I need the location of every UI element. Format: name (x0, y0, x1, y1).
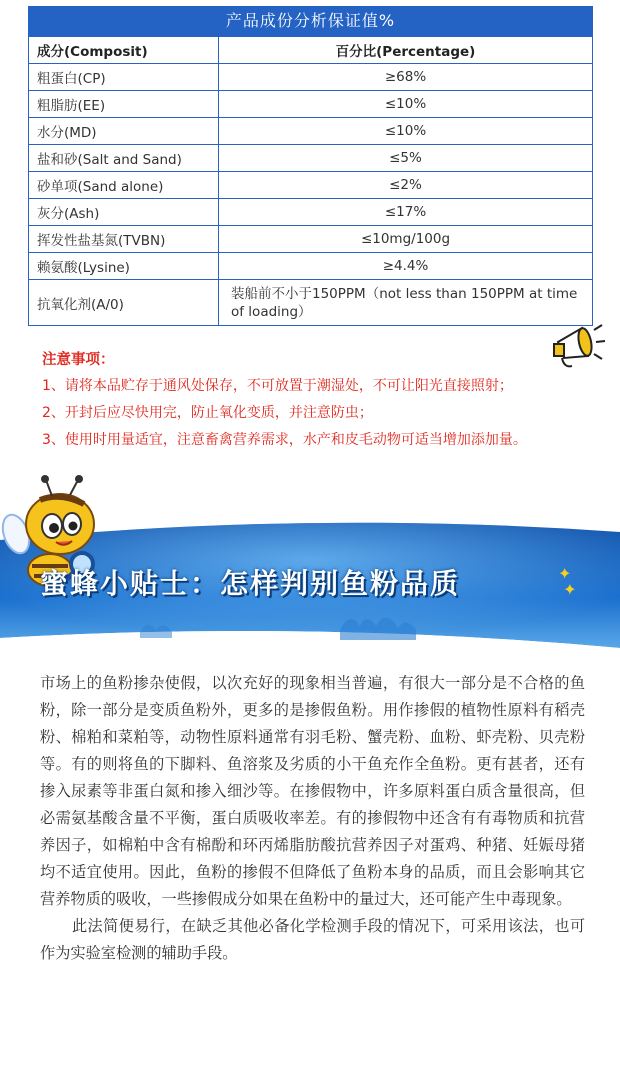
row-name: 砂单项(Sand alone) (29, 172, 219, 199)
table-row (29, 118, 593, 145)
table-row (29, 253, 593, 280)
row-name: 盐和砂(Salt and Sand) (29, 145, 219, 172)
table-title: 产品成份分析保证值% (28, 6, 593, 36)
table-row (29, 199, 593, 226)
row-value: ≥4.4% (219, 253, 593, 280)
sparkle-icon: ✦ ✦ (558, 564, 577, 599)
banner-title: 蜜蜂小贴士：怎样判别鱼粉品质 (40, 567, 461, 600)
table-row (29, 172, 593, 199)
row-value: ≥68% (219, 64, 593, 91)
table-row (29, 226, 593, 253)
article-body (40, 670, 585, 967)
row-name: 灰分(Ash) (29, 199, 219, 226)
composition-grid (28, 36, 593, 326)
row-value: ≤17% (219, 199, 593, 226)
row-name: 水分(MD) (29, 118, 219, 145)
row-value: 装船前不小于150PPM（not less than 150PPM at time of loading） (219, 280, 593, 326)
article-paragraph: 此法简便易行，在缺乏其他必备化学检测手段的情况下，可采用该法，也可作为实验室检测的辅助手段。 (40, 917, 585, 962)
row-name: 粗蛋白(CP) (29, 64, 219, 91)
row-name: 抗氧化剂(A/0) (29, 280, 219, 326)
header-percentage: 百分比(Percentage) (219, 37, 593, 64)
table-row (29, 64, 593, 91)
row-value: ≤5% (219, 145, 593, 172)
note-item: 3、使用时用量适宜，注意畜禽营养需求，水产和皮毛动物可适当增加添加量。 (42, 432, 527, 448)
row-name: 赖氨酸(Lysine) (29, 253, 219, 280)
table-header-row (29, 37, 593, 64)
row-value: ≤10mg/100g (219, 226, 593, 253)
row-name: 挥发性盐基氮(TVBN) (29, 226, 219, 253)
composition-table (28, 6, 593, 326)
notes-title: 注意事项： (42, 352, 115, 368)
row-name: 粗脂肪(EE) (29, 91, 219, 118)
notes-section (42, 348, 602, 459)
note-item: 2、开封后应尽快用完，防止氧化变质，并注意防虫； (42, 405, 373, 421)
article-paragraph: 市场上的鱼粉掺杂使假，以次充好的现象相当普遍，有很大一部分是不合格的鱼粉，除一部分是变质鱼粉外，更多的是掺假鱼粉。用作掺假的植物性原料有稻壳粉、棉粕和菜粕等，动物性原料通常有羽毛粉、蟹壳粉、血粉、虾壳粉、贝壳粉等。有的则将鱼的下脚料、鱼溶浆及劣质的小干鱼充作全鱼粉。更有甚者，还有掺入尿素等非蛋白氮和掺入细沙等。在掺假物中，许多原料蛋白质含量很高，但必需氨基酸含量不平衡，蛋白质吸收率差。有的掺假物中还含有有毒物质和抗营养因子，如棉粕中含有棉酚和环丙烯脂肪酸抗营养因子对蛋鸡、种猪、妊娠母猪均不适宜使用。因此，鱼粉的掺假不但降低了鱼粉本身的品质，而且会影响其它营养物质的吸收，一些掺假成分如果在鱼粉中的量过大，还可能产生中毒现象。 (40, 674, 585, 908)
row-value: ≤10% (219, 118, 593, 145)
table-row (29, 280, 593, 326)
note-item: 1、请将本品贮存于通风处保存，不可放置于潮湿处，不可让阳光直接照射； (42, 378, 513, 394)
row-value: ≤2% (219, 172, 593, 199)
table-row (29, 91, 593, 118)
header-composition: 成分(Composit) (29, 37, 219, 64)
row-value: ≤10% (219, 91, 593, 118)
table-row (29, 145, 593, 172)
